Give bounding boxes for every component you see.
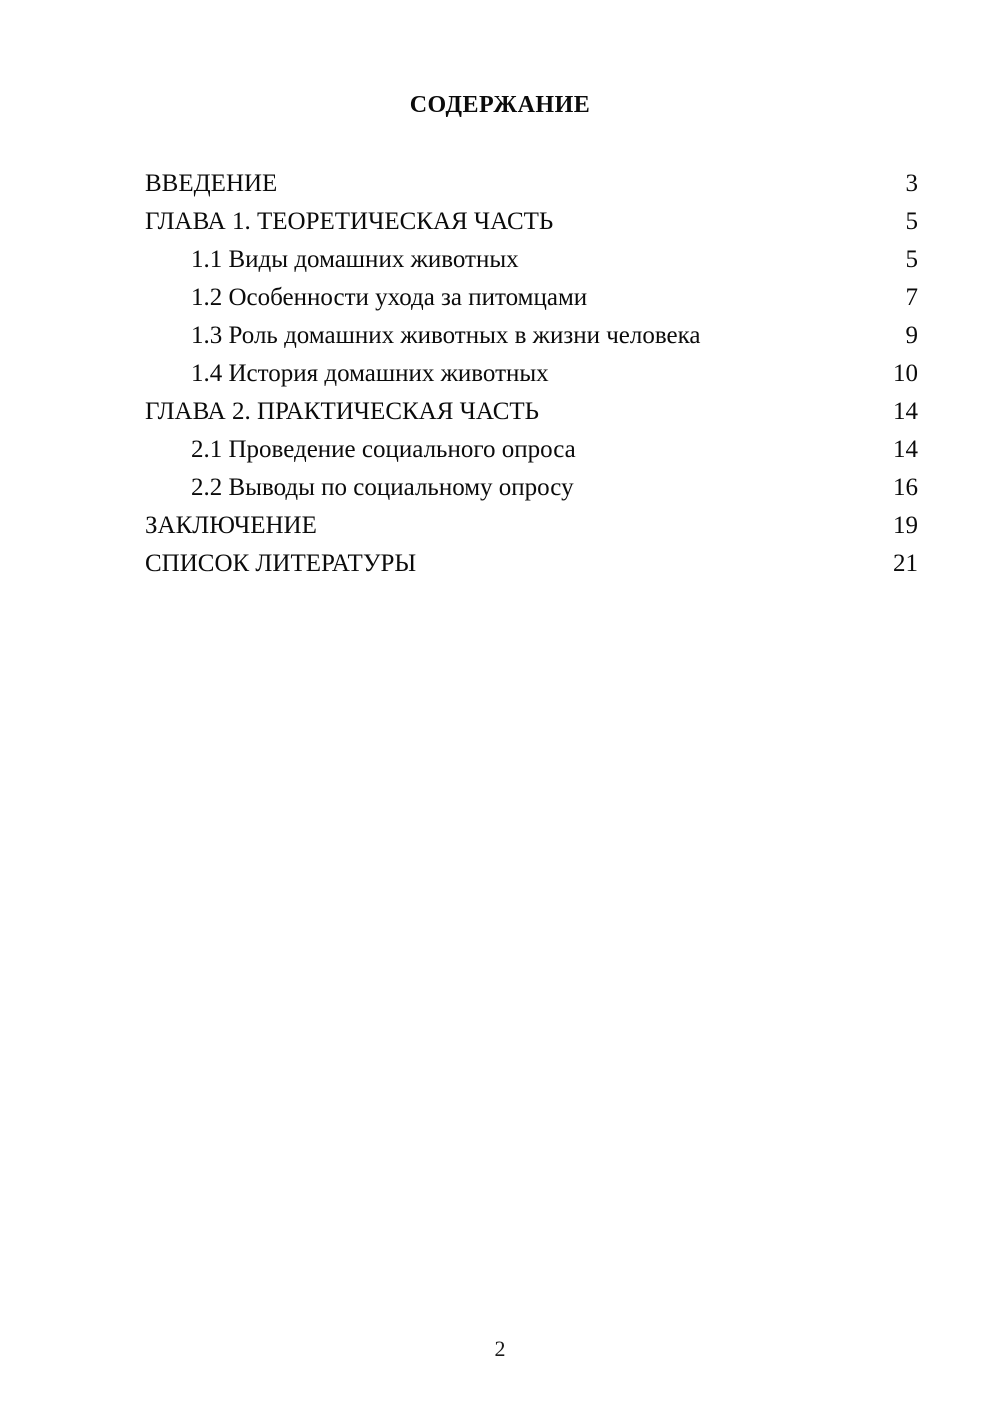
toc-entry-page: 10 bbox=[893, 360, 918, 387]
toc-entry-label: 2.1 Проведение социального опроса bbox=[191, 436, 576, 463]
table-of-contents bbox=[0, 171, 1000, 576]
toc-entry-label: ЗАКЛЮЧЕНИЕ bbox=[145, 512, 317, 539]
toc-entry-page: 21 bbox=[893, 550, 918, 577]
toc-entry-label: ГЛАВА 2. ПРАКТИЧЕСКАЯ ЧАСТЬ bbox=[145, 398, 540, 425]
toc-entry-label: 1.2 Особенности ухода за питомцами bbox=[191, 284, 588, 311]
toc-entry-label: 1.3 Роль домашних животных в жизни человека bbox=[191, 322, 701, 349]
toc-entry[interactable] bbox=[145, 285, 920, 310]
toc-entry-page: 5 bbox=[905, 246, 918, 273]
toc-entry[interactable] bbox=[145, 209, 920, 234]
toc-entry-label: ГЛАВА 1. ТЕОРЕТИЧЕСКАЯ ЧАСТЬ bbox=[145, 208, 554, 235]
toc-entry[interactable] bbox=[145, 551, 920, 576]
toc-entry[interactable] bbox=[145, 323, 920, 348]
toc-entry[interactable] bbox=[145, 361, 920, 386]
toc-entry-page: 16 bbox=[893, 474, 918, 501]
toc-entry[interactable] bbox=[145, 247, 920, 272]
toc-entry-page: 9 bbox=[905, 322, 918, 349]
toc-entry-page: 14 bbox=[893, 436, 918, 463]
toc-entry-label: ВВЕДЕНИЕ bbox=[145, 170, 278, 197]
footer-page-number: 2 bbox=[494, 1336, 506, 1361]
page-title: СОДЕРЖАНИЕ bbox=[409, 92, 591, 118]
toc-entry-label: 2.2 Выводы по социальному опросу bbox=[191, 474, 574, 501]
toc-entry-page: 19 bbox=[893, 512, 918, 539]
toc-entry[interactable] bbox=[145, 437, 920, 462]
toc-entry-page: 5 bbox=[905, 208, 918, 235]
toc-entry-label: 1.1 Виды домашних животных bbox=[191, 246, 519, 273]
toc-entry-label: 1.4 История домашних животных bbox=[191, 360, 549, 387]
toc-entry-page: 7 bbox=[905, 284, 918, 311]
toc-entry[interactable] bbox=[145, 513, 920, 538]
toc-entry[interactable] bbox=[145, 475, 920, 500]
toc-entry[interactable] bbox=[145, 171, 920, 196]
toc-entry-page: 3 bbox=[905, 170, 918, 197]
toc-entry[interactable] bbox=[145, 399, 920, 424]
toc-entry-label: СПИСОК ЛИТЕРАТУРЫ bbox=[145, 550, 417, 577]
toc-entry-page: 14 bbox=[893, 398, 918, 425]
